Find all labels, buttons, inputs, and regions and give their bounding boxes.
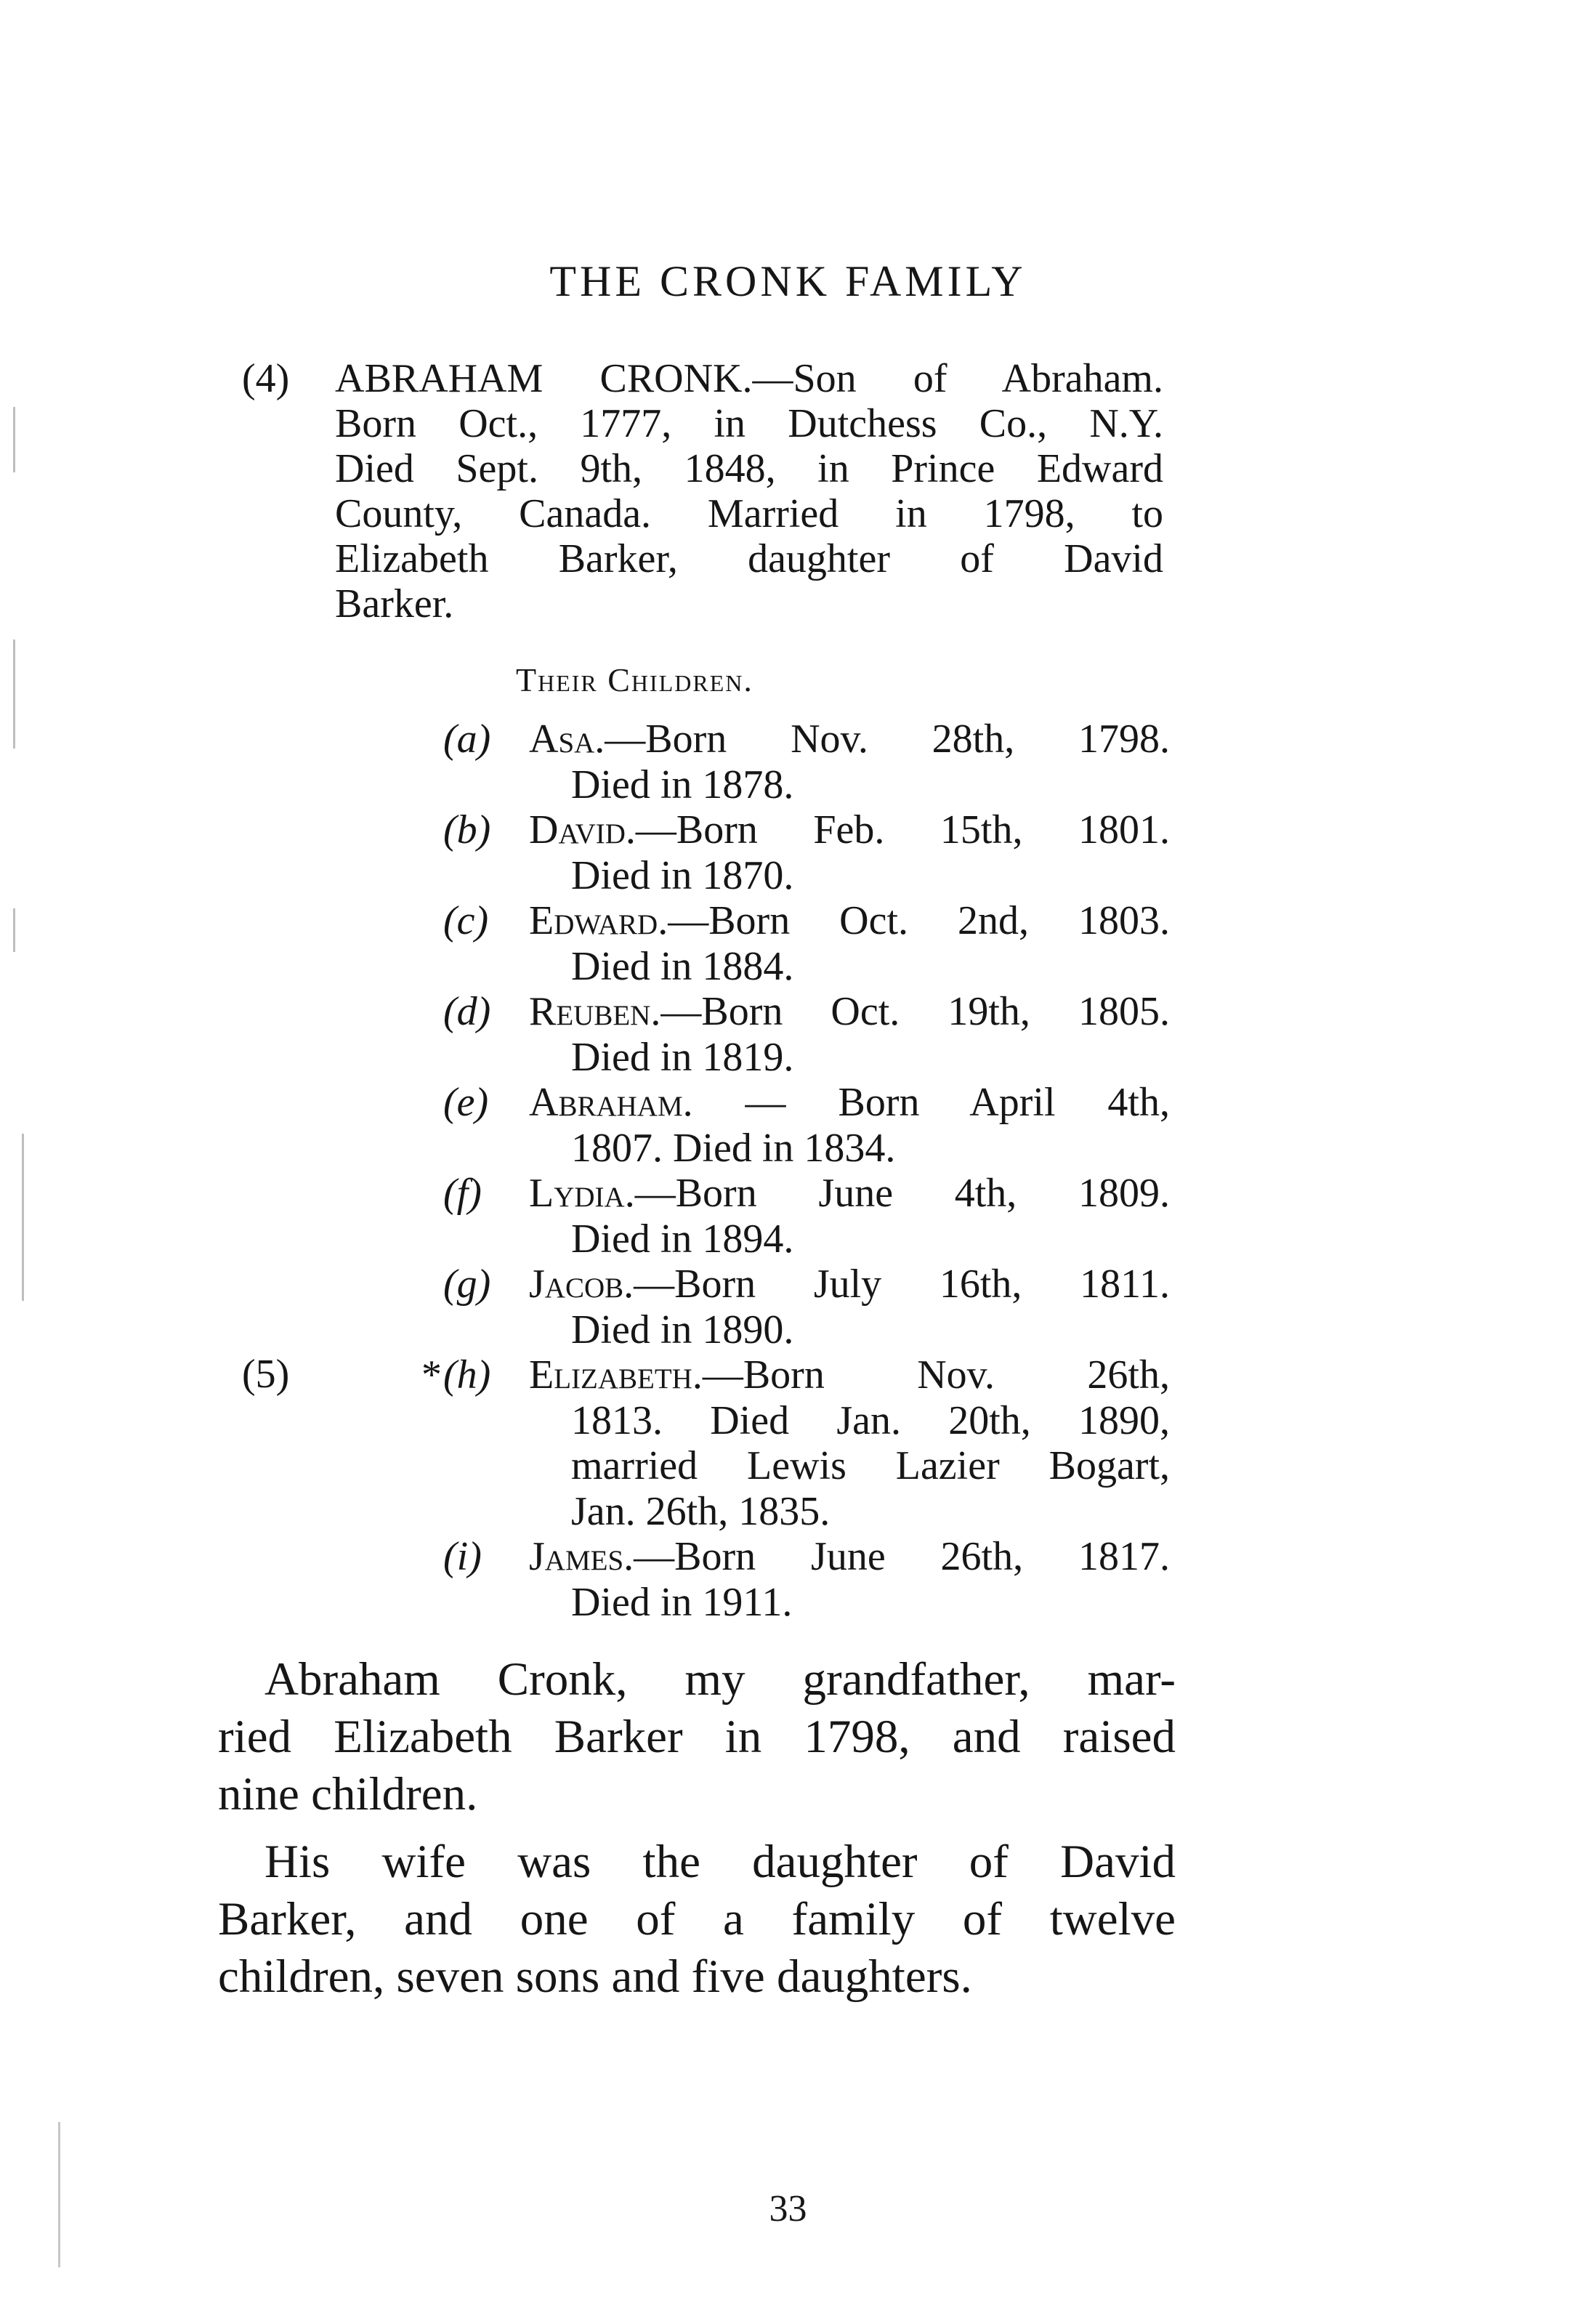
entry-line: Barker. [335,581,454,626]
children-heading: Their Children. [516,661,753,698]
child-entry [443,989,1170,1080]
child-text [529,1171,1170,1262]
paragraph-line: Barker, and one of a family of twelve [218,1893,1176,1945]
child-dates: —Born June 26th, 1817. [634,1534,1170,1579]
child-name: Lydia. [529,1171,635,1216]
child-line [529,1080,1170,1126]
child-text [529,807,1170,898]
child-letter [443,1080,488,1126]
child-line: Died in 1878. [571,762,794,807]
child-line: 1807. Died in 1834. [571,1125,896,1171]
child-name: Jacob. [529,1262,634,1307]
paragraph [218,1651,1176,1823]
child-letter-text: (d) [443,989,491,1034]
child-entry [421,1352,1170,1534]
child-line: Died in 1884. [571,943,794,989]
paragraph-line: nine children. [218,1768,478,1820]
child-text [529,1352,1170,1534]
entry-line: Born Oct., 1777, in Dutchess Co., N.Y. [335,401,1163,446]
scan-artifact [13,407,15,472]
child-entry [443,717,1170,807]
footnote-star: * [421,1352,442,1397]
entry-line: Died Sept. 9th, 1848, in Prince Edward [335,446,1163,491]
child-line: Died in 1819. [571,1034,794,1080]
child-letter [443,807,490,853]
child-letter [443,1171,482,1217]
child-letter-text: (e) [443,1080,489,1125]
paragraph-line: children, seven sons and five daughters. [218,1950,972,2003]
child-letter [443,1534,482,1580]
child-name: Edward. [529,898,668,943]
child-name: Asa. [529,717,605,762]
child-text [529,989,1170,1080]
child-letter-text: (h) [443,1352,491,1397]
child-line [529,1352,1170,1398]
child-text [529,1262,1170,1352]
scan-artifact [13,639,15,749]
narrative [218,1651,1176,2006]
entry-number: (4) [242,356,290,401]
child-line: Jan. 26th, 1835. [571,1488,831,1534]
children-list [421,717,1170,1625]
child-letter-text: (c) [443,898,489,943]
paragraph-line: ried Elizabeth Barker in 1798, and raised [218,1711,1176,1763]
child-entry [443,807,1170,898]
scan-artifact [13,908,15,952]
entry-line: Elizabeth Barker, daughter of David [335,536,1163,581]
child-name: James. [529,1534,634,1579]
child-line [529,1171,1170,1217]
child-letter-text: (g) [443,1262,491,1307]
child-line [529,807,1170,853]
child-dates: — Born April 4th, [692,1080,1170,1125]
child-entry [443,1534,1170,1625]
scan-artifact [22,1134,24,1301]
child-line: Died in 1894. [571,1216,794,1262]
child-entry [443,1080,1170,1171]
child-dates: —Born Nov. 28th, 1798. [605,717,1170,762]
child-name: Elizabeth. [529,1352,703,1397]
paragraph-line: Abraham Cronk, my grandfather, mar- [264,1653,1176,1706]
child-name: David. [529,807,636,852]
child-line [529,717,1170,762]
scan-artifact [58,2122,60,2267]
child-line [529,1262,1170,1307]
child-text [529,898,1170,989]
child-entry [443,1171,1170,1262]
child-entry [443,898,1170,989]
page-number: 33 [769,2188,807,2230]
child-line [529,989,1170,1035]
child-letter-text: (a) [443,717,491,762]
child-dates: —Born Oct. 2nd, 1803. [668,898,1170,943]
child-line [529,1534,1170,1580]
child-letter [421,1352,491,1398]
child-text [529,1080,1170,1171]
child-dates: —Born June 4th, 1809. [634,1171,1170,1216]
paragraph [218,1833,1176,2006]
child-letter-text: (b) [443,807,491,852]
child-entry [443,1262,1170,1352]
child-line: Died in 1870. [571,852,794,898]
child-dates: —Born Nov. 26th, [702,1352,1170,1397]
child-name: Reuben. [529,989,661,1034]
child-letter [443,717,490,762]
child-line: 1813. Died Jan. 20th, 1890, [571,1397,1170,1443]
child-line: married Lewis Lazier Bogart, [571,1443,1170,1488]
child-dates: —Born July 16th, 1811. [634,1262,1170,1307]
generation-reference: (5) [242,1352,290,1397]
entry-line: ABRAHAM CRONK.—Son of Abraham. [335,356,1163,401]
child-line [529,898,1170,944]
entry-body [335,356,1163,626]
child-letter [443,898,488,944]
child-line: Died in 1911. [571,1579,793,1625]
genealogy-entry [242,356,1187,626]
child-letter [443,989,490,1035]
child-letter-text: (i) [443,1534,482,1579]
child-name: Abraham. [529,1080,693,1125]
child-letter-text: (f) [443,1171,482,1216]
child-dates: —Born Oct. 19th, 1805. [660,989,1170,1034]
child-letter [443,1262,490,1307]
child-text [529,1534,1170,1625]
child-text [529,717,1170,807]
child-line: Died in 1890. [571,1307,794,1352]
paragraph-line: His wife was the daughter of David [264,1836,1176,1888]
entry-line: County, Canada. Married in 1798, to [335,491,1163,536]
running-head: THE CRONK FAMILY [549,257,1027,305]
child-dates: —Born Feb. 15th, 1801. [635,807,1170,852]
